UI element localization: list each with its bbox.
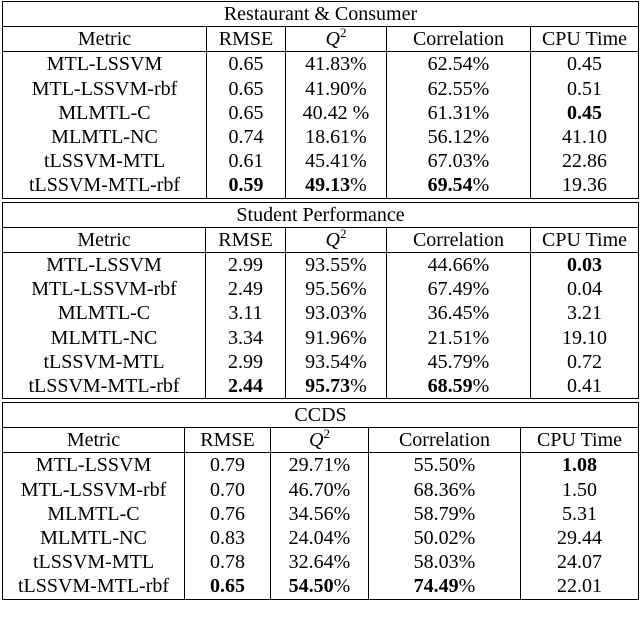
header-rmse: RMSE bbox=[185, 428, 271, 453]
header-cpu-time: CPU Time bbox=[521, 428, 639, 453]
table-title: CCDS bbox=[3, 403, 639, 428]
results-table-ccds bbox=[2, 402, 639, 600]
table-block-student bbox=[2, 202, 638, 400]
table-row: MLMTL-C 3.11 93.03% 36.45% 3.21 bbox=[3, 301, 639, 325]
table-row: MTL-LSSVM 0.65 41.83% 62.54% 0.45 bbox=[3, 52, 639, 77]
table-row: MTL-LSSVM 0.79 29.71% 55.50% 1.08 bbox=[3, 453, 639, 478]
table-title: Restaurant & Consumer bbox=[3, 2, 639, 27]
table-title: Student Performance bbox=[3, 202, 639, 227]
results-table-restaurant bbox=[2, 1, 639, 199]
table-row: tLSSVM-MTL 0.78 32.64% 58.03% 24.07 bbox=[3, 550, 639, 574]
header-correlation: Correlation bbox=[387, 27, 531, 52]
results-tables bbox=[2, 1, 638, 600]
header-rmse: RMSE bbox=[207, 27, 286, 52]
table-row: tLSSVM-MTL-rbf 2.44 95.73% 68.59% 0.41 bbox=[3, 374, 639, 399]
results-table-student bbox=[2, 202, 639, 400]
table-block-restaurant bbox=[2, 1, 638, 199]
header-rmse: RMSE bbox=[206, 227, 286, 252]
table-row: MLMTL-NC 0.83 24.04% 50.02% 29.44 bbox=[3, 526, 639, 550]
header-q2: $Q^2$ bbox=[286, 227, 387, 252]
table-row: MLMTL-NC 0.74 18.61% 56.12% 41.10 bbox=[3, 125, 639, 149]
header-metric: Metric bbox=[3, 428, 185, 453]
table-row: MLMTL-C 0.76 34.56% 58.79% 5.31 bbox=[3, 502, 639, 526]
table-row: MLMTL-C 0.65 40.42 % 61.31% 0.45 bbox=[3, 101, 639, 125]
header-cpu-time: CPU Time bbox=[531, 27, 639, 52]
header-q2: $Q^2$ bbox=[271, 428, 369, 453]
header-correlation: Correlation bbox=[369, 428, 521, 453]
table-block-ccds bbox=[2, 402, 638, 600]
table-row: MLMTL-NC 3.34 91.96% 21.51% 19.10 bbox=[3, 325, 639, 349]
table-row: tLSSVM-MTL-rbf 0.65 54.50% 74.49% 22.01 bbox=[3, 574, 639, 599]
header-metric: Metric bbox=[3, 227, 206, 252]
table-row: MTL-LSSVM 2.99 93.55% 44.66% 0.03 bbox=[3, 252, 639, 277]
header-metric: Metric bbox=[3, 27, 207, 52]
table-row: tLSSVM-MTL 2.99 93.54% 45.79% 0.72 bbox=[3, 350, 639, 374]
table-row: tLSSVM-MTL 0.61 45.41% 67.03% 22.86 bbox=[3, 149, 639, 173]
header-correlation: Correlation bbox=[387, 227, 531, 252]
header-q2: $Q^2$ bbox=[286, 27, 387, 52]
header-cpu-time: CPU Time bbox=[531, 227, 639, 252]
table-row: tLSSVM-MTL-rbf 0.59 49.13% 69.54% 19.36 bbox=[3, 173, 639, 198]
table-row: MTL-LSSVM-rbf 0.65 41.90% 62.55% 0.51 bbox=[3, 77, 639, 101]
table-row: MTL-LSSVM-rbf 2.49 95.56% 67.49% 0.04 bbox=[3, 277, 639, 301]
table-row: MTL-LSSVM-rbf 0.70 46.70% 68.36% 1.50 bbox=[3, 478, 639, 502]
